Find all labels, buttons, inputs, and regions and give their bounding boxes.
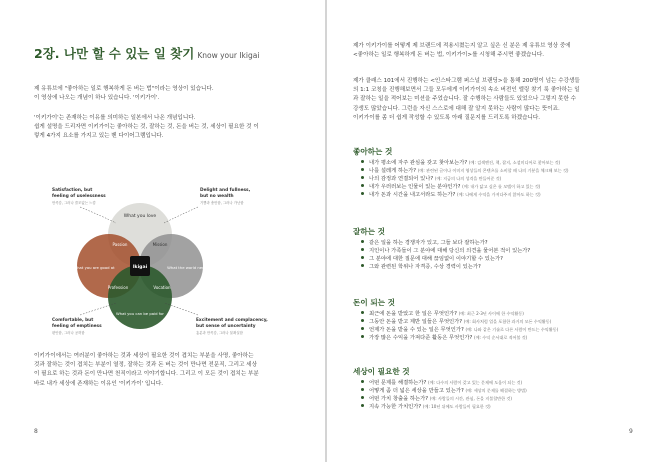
list-item: 최근에 돈을 받았고 한 일은 무엇인가? (예: 최근 2-3년 사이에 한 수익활동) bbox=[361, 310, 558, 318]
right-intro-paragraph-2: 제가 클래스 101에서 진행하는 <인스타그램 퍼스널 브랜딩>을 통해 200명이 넘는 수강생들 의 1:1 코칭을 진행해보면서 그들 모두에게 이키가이의 속소 버전인 엘링 찾기 룩 좋아하는 일 과 잘하는 일을 적어보는 미션을 주었습니다. 잘 수행하는 사람들도 있었으나 그렇지 못한 수 강생도 많았습니다. 그런을 자신 스스로에 대해 잘 알지 못하는 사람이 많다는 뜻이죠. 이키가이를 좀 더 쉽게 작성할 수 있도록 아래 질문지를 드리도록 하겠습니다. bbox=[353, 78, 580, 121]
bullet-icon bbox=[361, 160, 364, 163]
intro-paragraph: 제 유튜브에 "좋아하는 일로 행복하게 돈 버는 법"이라는 영상이 있습니다. 이 영상에 나오는 개념이 하나 있습니다. '이키가이'. bbox=[34, 86, 214, 102]
right-intro-paragraph-1: 제가 이키가이를 어떻게 제 브랜드에 적용시켰는지 알고 싶은 신 분은 제 유튜브 영상 중에 <좋아하는 일로 행복하게 돈 버는 법, 이키가이>를 시청해 주시면 좋겠습니다. bbox=[353, 43, 571, 59]
section-heading-love: 좋아하는 것 bbox=[353, 147, 393, 156]
list-item: 나를 설레게 하는가? (예: 관련된 글이나 이미지 영상들의 콘텐츠를 소비할 때 나의 기분을 체크해 보는 것) bbox=[361, 167, 569, 175]
list-item: 나의 감정과 연결되어 있나? (예: 지금의 나의 성격을 만들어준 것) bbox=[361, 175, 569, 183]
bullet-icon bbox=[361, 327, 364, 330]
label-what-you-love: What you love bbox=[123, 214, 157, 219]
list-item: 어떤 가치 창출을 하는가? (예: 사람들의 시간, 관심, 돈을 지불할만한 것) bbox=[361, 395, 527, 403]
list-item: 그 분야에 대한 질문에 대해 끊임없이 이야기할 수 있는가? bbox=[361, 255, 530, 263]
list-item: 어떻게 좀 더 넓은 세상을 만들고 있는가? (예: 세상의 문제를 해결하는 방법) bbox=[361, 387, 527, 395]
ikigai-explanation-paragraph: 이키가이에서는 여러분이 좋아하는 것과 세상이 필요한 것이 겹치는 부분을 사명, 좋아하는 것과 잘하는 것이 겹치는 부분이 열정, 잘하는 것과 돈 버는 것이 만나면 전문직, 그리고 세상 이 필요로 하는 것과 돈이 만나면 천직이라고 이야기합니다. 그리고 이 모든 것이 겹치는 부분 바로 내가 세상에 존재하는 이유인 '이키가이' 입니다. bbox=[34, 353, 259, 387]
list-item: 가장 많은 수익을 가져다준 활동은 무엇인가? (예: 수익 순서대로 적어볼 것) bbox=[361, 334, 558, 342]
corner-bottom-left-line1: Comfortable, but bbox=[52, 318, 94, 323]
section-list-love bbox=[361, 159, 569, 199]
connector-top-right bbox=[164, 207, 198, 223]
list-item: 그와 관련된 학위나 자격증, 수상 경력이 있는가? bbox=[361, 263, 530, 271]
corner-bottom-left-line2: feeling of emptiness bbox=[52, 324, 102, 329]
list-item: 그동안 돈을 받고 제반 일들은 무엇인가? (예: 회사처럼 업을 포함한 과거의 모든 수익활동) bbox=[361, 318, 558, 326]
bullet-icon bbox=[361, 311, 364, 314]
list-item: 내가 평소에 자주 관심을 갖고 찾아보는가? (예: 검색엔진, 책, 잡지, 소셜미디어로 찾아보는 것) bbox=[361, 159, 569, 167]
left-page bbox=[0, 0, 325, 462]
bullet-icon bbox=[361, 248, 364, 251]
section-list-paid-for bbox=[361, 310, 558, 342]
bullet-icon bbox=[361, 396, 364, 399]
corner-bottom-right-ko: 흥분과 만족감, 그러나 불확실함 bbox=[196, 331, 243, 335]
page-number-right: 9 bbox=[629, 428, 633, 435]
list-item: 지인이나 가족들이 그 분야에 대해 당신의 의견을 물어본 적이 있는가? bbox=[361, 247, 530, 255]
section-heading-paid-for: 돈이 되는 것 bbox=[353, 298, 395, 307]
section-list-good-at bbox=[361, 239, 530, 271]
corner-top-left-ko: 만족감, 그러나 쓸모없는 느낌 bbox=[52, 201, 96, 205]
label-ikigai: Ikigai bbox=[132, 265, 148, 270]
bullet-icon bbox=[361, 380, 364, 383]
list-item: 같은 일을 하는 경쟁자가 있고, 그들 보다 잘하는가? bbox=[361, 239, 530, 247]
list-item: 내가 돈과 시간을 내고서라도 하는가? (예: 나에게 수익을 가져다주지 않아도 하는 것) bbox=[361, 191, 569, 199]
corner-top-right-line1: Delight and fullness, bbox=[200, 188, 251, 193]
corner-bottom-right-line2: but sense of uncertainty bbox=[196, 324, 256, 329]
label-passion: Passion bbox=[112, 242, 128, 247]
bullet-icon bbox=[361, 335, 364, 338]
label-vocation: Vocation bbox=[153, 285, 171, 290]
ikigai-venn-diagram bbox=[48, 183, 280, 343]
bullet-icon bbox=[361, 184, 364, 187]
bullet-icon bbox=[361, 264, 364, 267]
corner-top-left-line2: feeling of uselessness bbox=[52, 194, 106, 199]
connector-top-left bbox=[80, 207, 116, 223]
corner-top-right-ko: 기쁨과 충만함, 그러나 가난함 bbox=[200, 201, 244, 205]
list-item: 내가 우러러보는 인물이 있는 분야인가? (예: 내가 닮고 싶은 롤 모델이 하고 있는 것) bbox=[361, 183, 569, 191]
label-profession: Profession bbox=[107, 285, 129, 290]
bullet-icon bbox=[361, 388, 364, 391]
bullet-icon bbox=[361, 319, 364, 322]
ikigai-definition-paragraph: '이키가이'는 존재하는 이유를 의미하는 일본에서 나온 개념입니다. 쉽게 설명을 드리자면 이키가이는 좋아하는 것, 잘하는 것, 돈을 버는 것, 세상이 필요한 것 이 렇게 4가지 요소를 가지고 있는 벤 다이어그램입니다. bbox=[34, 115, 259, 140]
bullet-icon bbox=[361, 404, 364, 407]
bullet-icon bbox=[361, 176, 364, 179]
label-what-the-world-need: What the world need bbox=[167, 265, 207, 270]
corner-bottom-right-line1: Excitement and complacency, bbox=[196, 318, 268, 323]
corner-bottom-left-ko: 편안함, 그러나 공허함 bbox=[52, 331, 85, 335]
bullet-icon bbox=[361, 256, 364, 259]
label-what-you-can-be-paid-for: What you can be paid for bbox=[116, 311, 164, 316]
label-mission: Mission bbox=[152, 242, 168, 247]
bullet-icon bbox=[361, 192, 364, 195]
right-page bbox=[327, 0, 652, 462]
section-heading-good-at: 잘하는 것 bbox=[353, 227, 385, 236]
list-item: 언제가 돈을 받을 수 있는 일은 무엇인가? (예: 나와 같은 기술로 다른 사람이 만드는 수익활동) bbox=[361, 326, 558, 334]
bullet-icon bbox=[361, 240, 364, 243]
corner-top-right-line2: but no wealth bbox=[200, 194, 234, 199]
list-item: 어떤 문제를 해결하는가? (예: 다수의 사람이 갖고 있는 문제에 도움이 되는 것) bbox=[361, 379, 527, 387]
page-number-left: 8 bbox=[34, 428, 38, 435]
section-list-world-needs bbox=[361, 379, 527, 411]
label-what-you-are-good-at: What you are good at bbox=[73, 265, 115, 270]
chapter-subtitle: Know your Ikigai bbox=[197, 51, 260, 60]
section-heading-world-needs: 세상이 필요한 것 bbox=[353, 367, 410, 376]
corner-top-left-line1: Satisfaction, but bbox=[52, 188, 93, 193]
chapter-title: 2장. 나만 할 수 있는 일 찾기 Know your Ikigai bbox=[34, 46, 260, 61]
list-item: 지속 가능한 가치인가? (예: 10년 뒤에도 사람들이 필요한 것) bbox=[361, 403, 527, 411]
bullet-icon bbox=[361, 168, 364, 171]
